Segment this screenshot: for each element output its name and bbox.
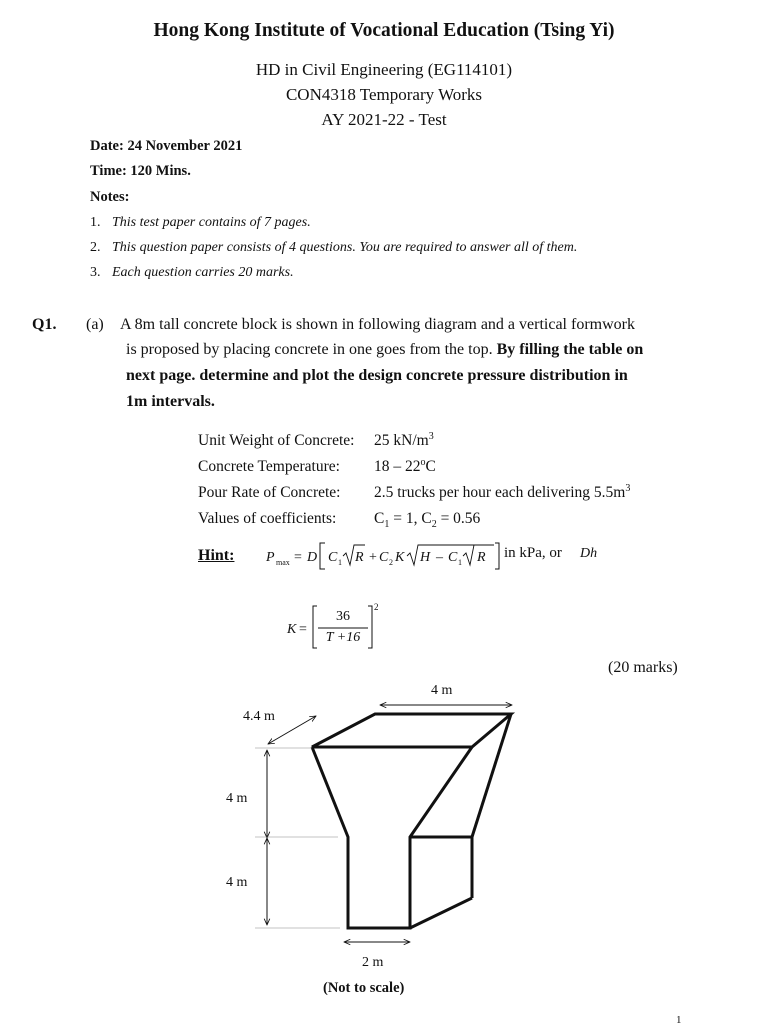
svg-text:K: K <box>395 550 405 565</box>
top-width-label: 4 m <box>431 683 453 698</box>
data-suffix: C <box>425 458 436 475</box>
question-plain-text: is proposed by placing concrete in one goes from the top. <box>126 341 497 358</box>
svg-text:1: 1 <box>338 558 342 567</box>
svg-text:=: = <box>299 622 307 637</box>
question-marks: (20 marks) <box>608 659 678 676</box>
data-label: Unit Weight of Concrete: <box>198 432 355 449</box>
svg-text:C: C <box>328 550 338 565</box>
institute-title: Hong Kong Institute of Vocational Education (Tsing Yi) <box>153 20 615 41</box>
note-number: 3. <box>90 265 101 280</box>
data-row-unit-weight <box>198 432 434 450</box>
svg-text:C: C <box>448 550 458 565</box>
data-label: Concrete Temperature: <box>198 458 340 475</box>
module-line: CON4318 Temporary Works <box>285 85 483 104</box>
data-value: 2.5 trucks per hour each delivering 5.5m <box>374 484 626 501</box>
base-width-label: 2 m <box>362 955 384 970</box>
question-part: (a) <box>86 316 104 333</box>
data-superscript: 3 <box>428 430 434 442</box>
note-number: 2. <box>90 240 101 255</box>
data-subscript: 2 <box>431 519 437 531</box>
question-label: Q1. <box>32 316 57 333</box>
note-text: Each question carries 20 marks. <box>112 265 294 280</box>
note-item <box>90 240 577 256</box>
programme-line: HD in Civil Engineering (EG114101) <box>255 60 513 79</box>
data-row-temperature <box>198 458 436 476</box>
data-value: C <box>374 510 385 527</box>
svg-text:+: + <box>369 550 377 565</box>
note-text: This test paper contains of 7 pages. <box>112 215 311 230</box>
data-row-pour-rate <box>198 484 630 502</box>
svg-text:C: C <box>379 550 389 565</box>
data-superscript: o <box>420 456 426 468</box>
svg-text:max: max <box>276 558 290 567</box>
hint-tail: in kPa, or <box>504 545 562 561</box>
page-number: 1 <box>676 1014 682 1026</box>
data-value: 25 kN/m <box>374 432 429 449</box>
svg-text:D: D <box>307 550 318 565</box>
k-numerator: 36 <box>336 609 350 624</box>
data-label: Pour Rate of Concrete: <box>198 484 341 501</box>
notes-heading: Notes: <box>90 189 130 205</box>
data-row-coefficients <box>198 510 481 531</box>
question-line-2 <box>126 337 643 363</box>
depth-label: 4.4 m <box>243 709 275 724</box>
data-superscript: 3 <box>625 482 631 494</box>
note-item <box>90 265 294 281</box>
svg-text:R: R <box>477 550 486 565</box>
depth-dimension <box>268 716 316 744</box>
session-line: AY 2021-22 - Test <box>321 110 447 129</box>
hint-alt: Dh <box>580 546 598 561</box>
hint-label: Hint: <box>198 547 235 564</box>
data-value: 18 – 22 <box>374 458 421 475</box>
svg-text:2: 2 <box>374 602 379 612</box>
question-bold-text: By filling the table on <box>496 341 644 358</box>
note-item <box>90 215 311 231</box>
concrete-block-outline <box>312 714 511 928</box>
diagram-caption: (Not to scale) <box>323 980 405 996</box>
k-denominator: T +16 <box>325 630 361 645</box>
data-label: Values of coefficients: <box>198 510 337 527</box>
question-line-3: next page. determine and plot the design concrete pressure distribution in <box>126 367 628 384</box>
exam-date: Date: 24 November 2021 <box>90 138 243 154</box>
question-line-4: 1m intervals. <box>126 393 215 410</box>
svg-text:2: 2 <box>389 558 393 567</box>
lower-height-label: 4 m <box>226 875 248 890</box>
svg-text:R: R <box>355 550 364 565</box>
data-suffix: = 0.56 <box>436 510 481 527</box>
svg-text:K: K <box>287 622 297 637</box>
svg-text:P: P <box>266 550 275 565</box>
data-subscript: 1 <box>384 519 390 531</box>
svg-text:–: – <box>436 550 443 565</box>
question-line-1: A 8m tall concrete block is shown in following diagram and a vertical formwork <box>120 316 635 333</box>
svg-text:=: = <box>294 550 302 565</box>
upper-height-label: 4 m <box>226 791 248 806</box>
exam-time: Time: 120 Mins. <box>90 163 191 179</box>
svg-text:1: 1 <box>458 558 462 567</box>
data-mid: = 1, C <box>389 510 432 527</box>
note-text: This question paper consists of 4 questions. You are required to answer all of them. <box>112 240 578 255</box>
svg-text:H: H <box>420 550 431 565</box>
note-number: 1. <box>90 215 101 230</box>
